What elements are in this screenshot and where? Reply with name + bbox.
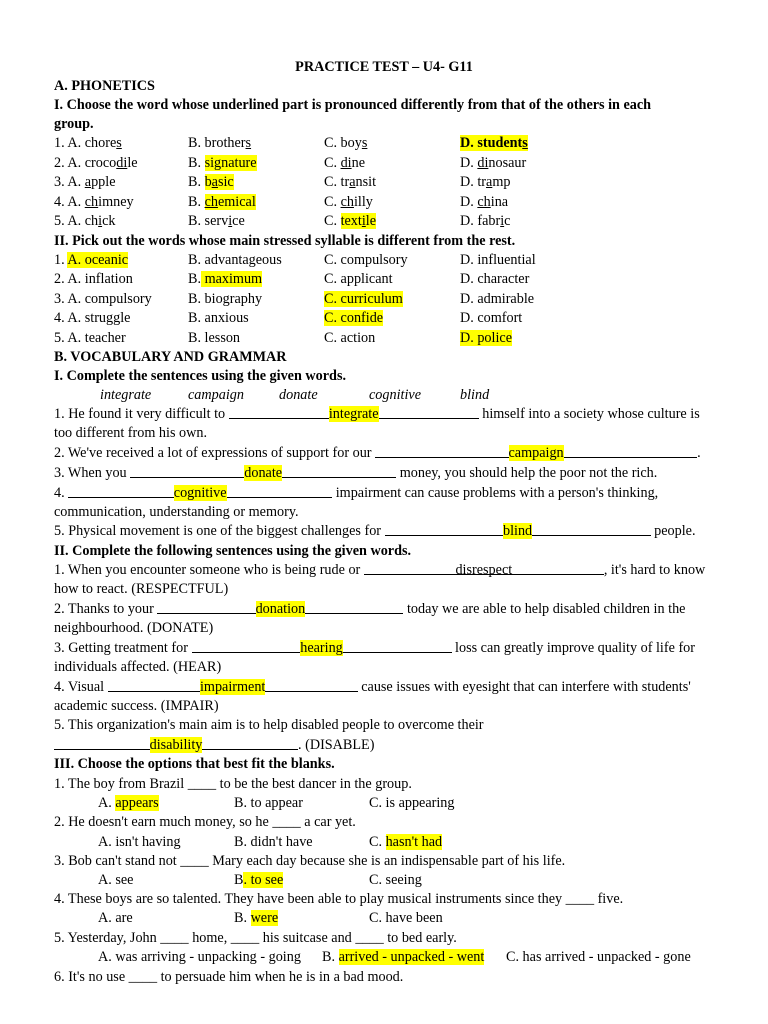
stress-instruction: II. Pick out the words whose main stressed syllable is different from the rest. [54, 233, 516, 249]
mcq-option-b: B. to see [234, 872, 284, 888]
option-d: D. police [460, 330, 513, 346]
mcq-question-5: 5. Yesterday, John ____ home, ____ his suitcase and ____ to bed early. [54, 930, 457, 946]
mcq-option-c: C. hasn't had [369, 834, 443, 850]
option-b: B. anxious [188, 310, 249, 326]
answer-disrespect: disrespect [455, 562, 513, 578]
option-a: 3. A. apple [54, 174, 116, 190]
mcq-question-4: 4. These boys are so talented. They have been able to play musical instruments since they ____ five. [54, 891, 624, 907]
mcq-question-2: 2. He doesn't earn much money, so he ____ a car yet. [54, 814, 356, 830]
option-a: 4. A. struggle [54, 310, 131, 326]
answer-integrate: integrate [328, 406, 379, 422]
word-bank-item: cognitive [369, 387, 421, 403]
word-form-sentence-5-cont: disability . (DISABLE) [54, 736, 374, 755]
option-c: C. transit [324, 174, 377, 190]
word-bank-item: blind [460, 387, 490, 403]
mcq-option-c: C. have been [369, 910, 443, 926]
option-c: C. compulsory [324, 252, 408, 268]
option-d: D. influential [460, 252, 536, 268]
mcq-options-1 [54, 794, 734, 813]
mcq-option-b: B. arrived - unpacked - went [322, 949, 485, 965]
word-form-instruction: II. Complete the following sentences using the given words. [54, 543, 412, 559]
option-b: B. basic [188, 174, 234, 190]
mcq-option-b: B. didn't have [234, 834, 313, 850]
answer-donation: donation [255, 601, 306, 617]
word-form-sentence-4: 4. Visual impairment cause issues with eyesight that can interfere with students' [54, 679, 691, 695]
vocab-sentence-5: 5. Physical movement is one of the biggest challenges for blind people. [54, 523, 696, 539]
option-b: B. brothers [188, 135, 252, 151]
option-d: D. students [460, 135, 528, 151]
option-b: B. biography [188, 291, 263, 307]
word-form-sentence-3: 3. Getting treatment for hearing loss can greatly improve quality of life for [54, 640, 695, 656]
option-a: 3. A. compulsory [54, 291, 152, 307]
phonetics-question-2 [54, 154, 734, 173]
stress-question-1 [54, 251, 734, 270]
answer-hearing: hearing [300, 640, 343, 656]
option-d: D. admirable [460, 291, 535, 307]
mcq-options-5 [54, 948, 734, 967]
option-b: B. advantageous [188, 252, 282, 268]
word-form-sentence-4-cont: academic success. (IMPAIR) [54, 698, 219, 714]
mcq-option-b: B. to appear [234, 795, 303, 811]
phonetics-question-3 [54, 173, 734, 192]
option-c: C. applicant [324, 271, 393, 287]
stress-question-4 [54, 309, 734, 328]
word-form-sentence-5: 5. This organization's main aim is to help disabled people to overcome their [54, 717, 484, 733]
answer-disability: disability [149, 737, 203, 753]
mcq-question-1: 1. The boy from Brazil ____ to be the best dancer in the group. [54, 776, 412, 792]
mcq-option-a: A. was arriving - unpacking - going [98, 949, 301, 965]
option-b: B. lesson [188, 330, 241, 346]
option-b: B. chemical [188, 194, 256, 210]
vocab-sentence-4: 4. cognitive impairment can cause problems with a person's thinking, [54, 485, 659, 501]
mcq-question-6: 6. It's no use ____ to persuade him when he is in a bad mood. [54, 969, 404, 985]
phonetics-instruction-1-cont: group. [54, 116, 94, 132]
word-bank-item: integrate [100, 387, 152, 403]
option-a: 4. A. chimney [54, 194, 134, 210]
option-d: D. fabric [460, 213, 511, 229]
mcq-options-3 [54, 871, 734, 890]
option-a: 2. A. crocodile [54, 155, 138, 171]
option-b: B. signature [188, 155, 257, 171]
word-bank [54, 386, 734, 405]
answer-cognitive: cognitive [173, 485, 227, 501]
stress-question-3 [54, 290, 734, 309]
option-c: C. dine [324, 155, 366, 171]
option-c: C. action [324, 330, 376, 346]
option-d: D. comfort [460, 310, 523, 326]
answer-campaign: campaign [508, 445, 564, 461]
option-a: 5. A. teacher [54, 330, 126, 346]
phonetics-question-4 [54, 193, 734, 212]
option-c: C. textile [324, 213, 377, 229]
mcq-options-4 [54, 909, 734, 928]
mcq-options-2 [54, 833, 734, 852]
mcq-instruction: III. Choose the options that best fit the blanks. [54, 756, 335, 772]
answer-blind: blind [502, 523, 533, 539]
section-b-heading: B. VOCABULARY AND GRAMMAR [54, 349, 287, 365]
option-d: D. dinosaur [460, 155, 527, 171]
option-c: C. curriculum [324, 291, 403, 307]
word-form-sentence-2: 2. Thanks to your donation today we are able to help disabled children in the [54, 601, 686, 617]
word-form-sentence-1: 1. When you encounter someone who is being rude or disrespect , it's hard to know [54, 562, 706, 578]
option-b: B. service [188, 213, 245, 229]
mcq-question-3: 3. Bob can't stand not ____ Mary each day because she is an indispensable part of his life. [54, 853, 566, 869]
word-form-sentence-1-cont: how to react. (RESPECTFUL) [54, 581, 229, 597]
option-d: D. china [460, 194, 509, 210]
option-c: C. chilly [324, 194, 373, 210]
option-a: 2. A. inflation [54, 271, 133, 287]
option-d: D. character [460, 271, 530, 287]
mcq-option-c: C. has arrived - unpacked - gone [506, 949, 691, 965]
vocab-sentence-2: 2. We've received a lot of expressions of support for our campaign . [54, 445, 701, 461]
answer-impairment: impairment [199, 679, 266, 695]
mcq-option-c: C. is appearing [369, 795, 455, 811]
option-b: B. maximum [188, 271, 263, 287]
mcq-option-c: C. seeing [369, 872, 422, 888]
word-bank-item: donate [279, 387, 318, 403]
page-title: PRACTICE TEST – U4- G11 [295, 59, 473, 75]
mcq-option-a: A. isn't having [98, 834, 181, 850]
phonetics-question-5 [54, 212, 734, 231]
stress-question-2 [54, 270, 734, 289]
option-a: 1. A. oceanic [54, 252, 129, 268]
phonetics-instruction-1: I. Choose the word whose underlined part is pronounced differently from that of the others in each [54, 97, 652, 113]
option-a: 5. A. chick [54, 213, 116, 229]
mcq-option-b: B. were [234, 910, 279, 926]
word-form-sentence-3-cont: individuals affected. (HEAR) [54, 659, 222, 675]
vocab-sentence-1: 1. He found it very difficult to integrate himself into a society whose culture is [54, 406, 700, 422]
mcq-option-a: A. are [98, 910, 133, 926]
option-d: D. tramp [460, 174, 511, 190]
mcq-option-a: A. see [98, 872, 134, 888]
vocab-sentence-1-cont: too different from his own. [54, 425, 208, 441]
stress-question-5 [54, 329, 734, 348]
vocab-sentence-3: 3. When you donate money, you should help the poor not the rich. [54, 465, 658, 481]
option-a: 1. A. chores [54, 135, 122, 151]
mcq-option-a: A. appears [98, 795, 159, 811]
word-form-sentence-2-cont: neighbourhood. (DONATE) [54, 620, 214, 636]
vocab-sentence-4-cont: communication, understanding or memory. [54, 504, 299, 520]
option-c: C. boys [324, 135, 368, 151]
option-c: C. confide [324, 310, 384, 326]
section-a-heading: A. PHONETICS [54, 78, 155, 94]
phonetics-question-1 [54, 134, 734, 153]
word-bank-item: campaign [188, 387, 244, 403]
answer-donate: donate [244, 465, 283, 481]
vocab-instruction: I. Complete the sentences using the given words. [54, 368, 347, 384]
